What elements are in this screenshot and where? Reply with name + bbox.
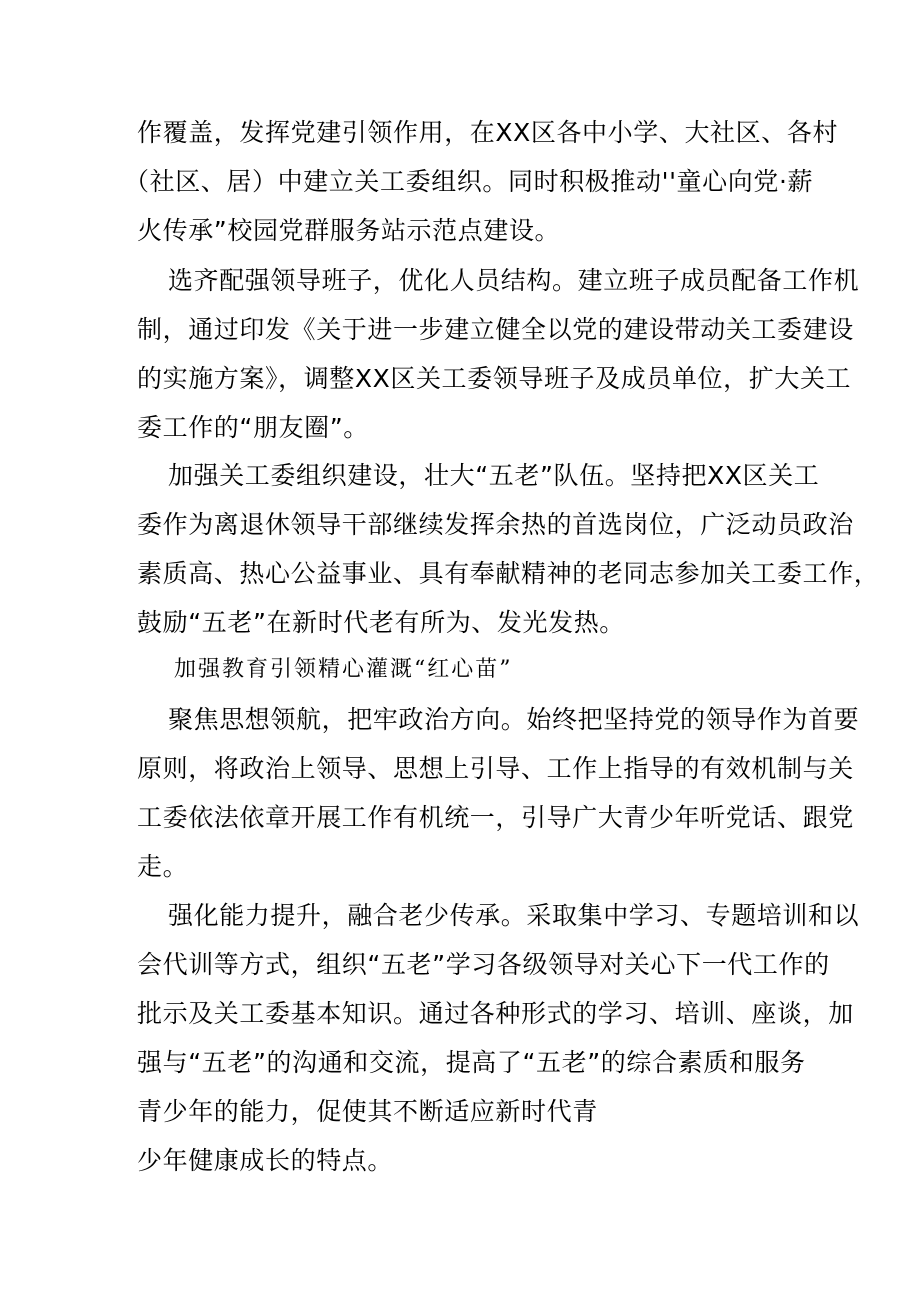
body-text-line: 鼓励“五老”在新时代老有所为、发光发热。 xyxy=(137,608,625,637)
body-text-line: （社区、居）中建立关工委组织。同时积极推动''童心向党·薪 xyxy=(124,167,814,196)
body-text-line: 工委依法依章开展工作有机统一，引导广大青少年听党话、跟党 xyxy=(137,803,854,832)
section-heading: 加强教育引领精心灌溉“红心苗” xyxy=(174,657,513,682)
body-text-line: 选齐配强领导班子，优化人员结构。建立班子成员配备工作机 xyxy=(168,266,860,295)
body-text-line: 委作为离退休领导干部继续发挥余热的首选岗位，广泛动员政治 xyxy=(137,510,854,539)
body-text-line: 青少年的能力，促使其不断适应新时代青 xyxy=(137,1097,598,1126)
body-text-line: 作覆盖，发挥党建引领作用，在XX区各中小学、大社区、各村 xyxy=(137,118,839,147)
body-text-line: 会代训等方式，组织“五老”学习各级领导对关心下一代工作的 xyxy=(137,950,830,979)
body-text-line: 原则，将政治上领导、思想上引导、工作上指导的有效机制与关 xyxy=(137,754,854,783)
body-text-line: 批示及关工委基本知识。通过各种形式的学习、培训、座谈，加 xyxy=(137,999,854,1028)
body-text-line: 强与“五老”的沟通和交流，提高了“五老”的综合素质和服务 xyxy=(137,1048,806,1077)
body-text-line: 素质高、热心公益事业、具有奉献精神的老同志参加关工委工作， xyxy=(137,559,880,588)
body-text-line: 火传承”校园党群服务站示范点建设。 xyxy=(137,216,561,245)
body-text-line: 强化能力提升，融合老少传承。采取集中学习、专题培训和以 xyxy=(168,901,860,930)
body-text-line: 加强关工委组织建设，壮大“五老”队伍。坚持把XX区关工 xyxy=(168,461,820,490)
body-text-line: 聚焦思想领航，把牢政治方向。始终把坚持党的领导作为首要 xyxy=(168,705,860,734)
body-text-line: 走。 xyxy=(137,852,189,881)
body-text-line: 的实施方案》，调整XX区关工委领导班子及成员单位，扩大关工 xyxy=(137,364,852,393)
body-text-line: 委工作的“朋友圈”。 xyxy=(137,413,369,442)
body-text-line: 制，通过印发《关于进一步建立健全以党的建设带动关工委建设 xyxy=(137,315,854,344)
body-text-line: 少年健康成长的特点。 xyxy=(137,1146,394,1175)
